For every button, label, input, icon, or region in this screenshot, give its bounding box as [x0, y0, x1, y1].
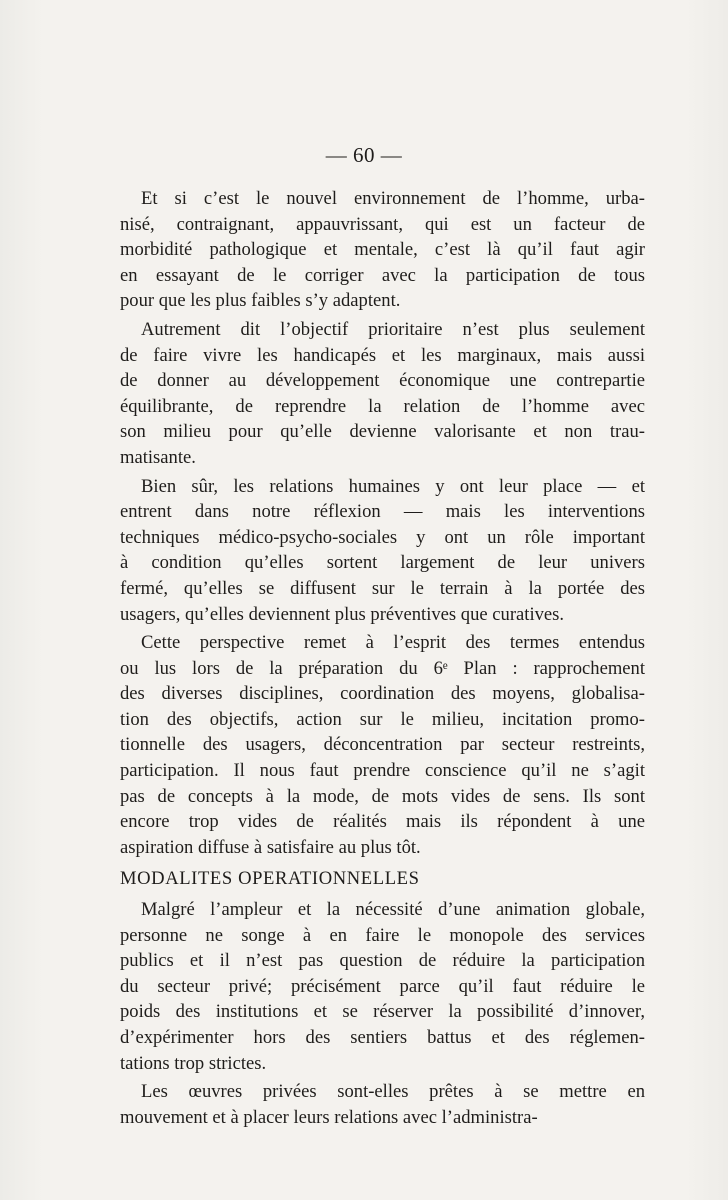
- text-line: tion des objectifs, action sur le milieu, incitation promo-: [120, 708, 645, 730]
- text-line: Autrement dit l’objectif prioritaire n’est plus seulement: [141, 318, 645, 340]
- text-line: techniques médico-psycho-sociales y ont un rôle important: [120, 526, 645, 548]
- text-line: fermé, qu’elles se diffusent sur le terrain à la portée des: [120, 577, 645, 599]
- text-line: de donner au développement économique une contrepartie: [120, 370, 645, 392]
- text-line: mouvement et à placer leurs relations avec l’administra-: [120, 1106, 538, 1128]
- text-line: du secteur privé; précisément parce qu’il faut réduire le: [120, 975, 645, 997]
- text-line: Les œuvres privées sont-elles prêtes à se mettre en: [141, 1081, 645, 1103]
- section-heading: MODALITES OPERATIONNELLES: [120, 868, 420, 890]
- text-line: tations trop strictes.: [120, 1052, 267, 1074]
- text-line: publics et il n’est pas question de réduire la participation: [120, 950, 645, 972]
- text-line: entrent dans notre réflexion — mais les interventions: [120, 501, 645, 523]
- text-line: Bien sûr, les relations humaines y ont leur place — et: [141, 475, 645, 497]
- text-line: nisé, contraignant, appauvrissant, qui est un facteur de: [120, 213, 645, 235]
- paragraph: [120, 186, 645, 314]
- text-line: poids des institutions et se réserver la possibilité d’innover,: [120, 1001, 645, 1023]
- text-line: Malgré l’ampleur et la nécessité d’une animation globale,: [141, 899, 645, 921]
- text-line: morbidité pathologique et mentale, c’est là qu’il faut agir: [120, 239, 645, 261]
- text-line: son milieu pour qu’elle devienne valorisante et non trau-: [120, 421, 645, 443]
- text-line: Et si c’est le nouvel environnement de l’homme, urba-: [141, 188, 645, 209]
- text-line: ou lus lors de la préparation du 6ᵉ Plan : rapprochement: [120, 657, 645, 679]
- text-line: pas de concepts à la mode, de mots vides de sens. Ils sont: [120, 785, 645, 807]
- text-line: équilibrante, de reprendre la relation de l’homme avec: [120, 395, 645, 417]
- text-line: en essayant de le corriger avec la participation de tous: [120, 264, 645, 286]
- page-number: — 60 —: [325, 143, 403, 167]
- text-line: Cette perspective remet à l’esprit des termes entendus: [141, 632, 645, 654]
- text-line: pour que les plus faibles s’y adaptent.: [120, 290, 401, 312]
- paragraph: [120, 1079, 645, 1130]
- text-line: matisante.: [120, 446, 196, 468]
- text-line: encore trop vides de réalités mais ils répondent à une: [120, 811, 645, 833]
- paragraphs-after-heading: [120, 897, 645, 1130]
- text-line: des diverses disciplines, coordination des moyens, globalisa-: [120, 683, 645, 705]
- text-line: participation. Il nous faut prendre conscience qu’il ne s’agit: [120, 760, 645, 782]
- text-line: de faire vivre les handicapés et les marginaux, mais aussi: [120, 344, 645, 366]
- text-line: à condition qu’elles sortent largement de leur univers: [120, 552, 645, 574]
- paragraph: [120, 474, 645, 628]
- body-text: [120, 186, 645, 1133]
- paragraphs-before-heading: [120, 186, 645, 860]
- paragraph: [120, 630, 645, 860]
- text-line: aspiration diffuse à satisfaire au plus tôt.: [120, 836, 421, 858]
- paragraph: [120, 897, 645, 1076]
- text-line: personne ne songe à en faire le monopole des services: [120, 924, 645, 946]
- text-line: d’expérimenter hors des sentiers battus et des réglemen-: [120, 1027, 645, 1048]
- text-line: usagers, qu’elles deviennent plus préventives que curatives.: [120, 603, 565, 625]
- text-line: tionnelle des usagers, déconcentration par secteur restreints,: [120, 734, 645, 756]
- paragraph: [120, 317, 645, 471]
